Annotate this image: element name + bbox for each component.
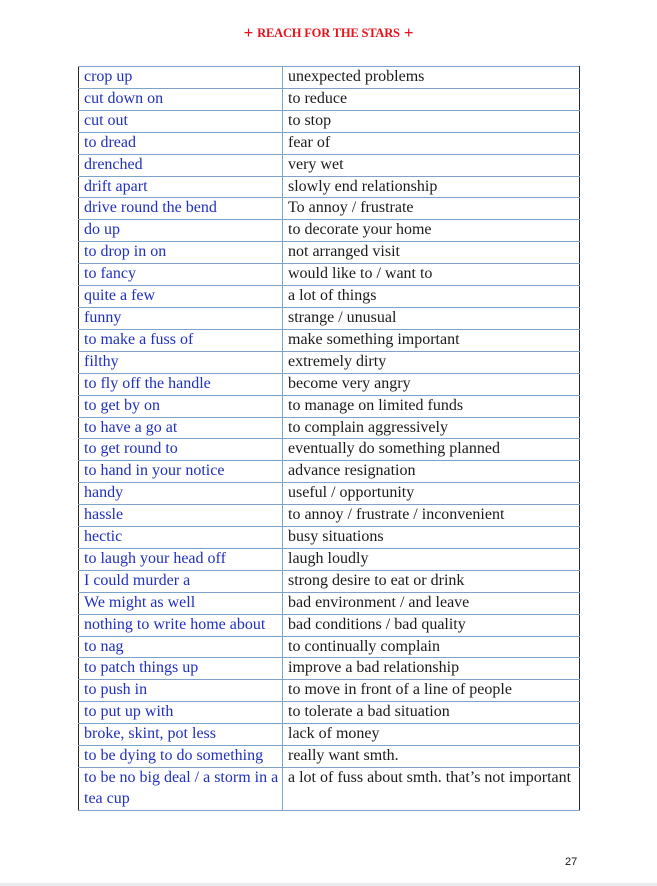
- term-cell: to drop in on: [79, 242, 283, 264]
- table-row: [79, 505, 580, 527]
- term-cell: to dread: [79, 132, 283, 154]
- definition-cell: strong desire to eat or drink: [283, 570, 580, 592]
- term-cell: crop up: [79, 67, 283, 89]
- definition-cell: to move in front of a line of people: [283, 680, 580, 702]
- definition-cell: to decorate your home: [283, 220, 580, 242]
- definition-cell: make something important: [283, 329, 580, 351]
- term-cell: to push in: [79, 680, 283, 702]
- table-row: [79, 264, 580, 286]
- definition-cell: lack of money: [283, 724, 580, 746]
- table-row: [79, 220, 580, 242]
- definition-cell: extremely dirty: [283, 351, 580, 373]
- term-cell: to fancy: [79, 264, 283, 286]
- definition-cell: strange / unusual: [283, 307, 580, 329]
- definition-cell: advance resignation: [283, 461, 580, 483]
- table-row: [79, 768, 580, 811]
- table-row: [79, 548, 580, 570]
- definition-cell: a lot of things: [283, 286, 580, 308]
- header-title: REACH FOR THE STARS: [257, 26, 400, 40]
- definition-cell: to annoy / frustrate / inconvenient: [283, 505, 580, 527]
- table-row: [79, 110, 580, 132]
- table-row: [79, 527, 580, 549]
- term-cell: filthy: [79, 351, 283, 373]
- table-row: [79, 329, 580, 351]
- table-row: [79, 439, 580, 461]
- definition-cell: to stop: [283, 110, 580, 132]
- table-row: [79, 461, 580, 483]
- table-row: [79, 351, 580, 373]
- table-row: [79, 658, 580, 680]
- term-cell: to make a fuss of: [79, 329, 283, 351]
- term-cell: hectic: [79, 527, 283, 549]
- definition-cell: a lot of fuss about smth. that’s not important: [283, 768, 580, 811]
- table-row: [79, 132, 580, 154]
- definition-cell: to continually complain: [283, 636, 580, 658]
- definition-cell: bad conditions / bad quality: [283, 614, 580, 636]
- table-row: [79, 88, 580, 110]
- term-cell: cut down on: [79, 88, 283, 110]
- term-cell: to laugh your head off: [79, 548, 283, 570]
- term-cell: hassle: [79, 505, 283, 527]
- definition-cell: fear of: [283, 132, 580, 154]
- term-cell: to fly off the handle: [79, 373, 283, 395]
- definition-cell: eventually do something planned: [283, 439, 580, 461]
- definition-cell: unexpected problems: [283, 67, 580, 89]
- term-cell: to be no big deal / a storm in a tea cup: [79, 768, 283, 811]
- table-row: [79, 417, 580, 439]
- table-row: [79, 286, 580, 308]
- table-row: [79, 67, 580, 89]
- table-row: [79, 702, 580, 724]
- definition-cell: busy situations: [283, 527, 580, 549]
- definition-cell: become very angry: [283, 373, 580, 395]
- term-cell: to put up with: [79, 702, 283, 724]
- vocabulary-table-body: [79, 67, 580, 811]
- definition-cell: to complain aggressively: [283, 417, 580, 439]
- term-cell: to patch things up: [79, 658, 283, 680]
- table-row: [79, 570, 580, 592]
- term-cell: do up: [79, 220, 283, 242]
- table-row: [79, 373, 580, 395]
- table-row: [79, 680, 580, 702]
- table-row: [79, 198, 580, 220]
- table-row: [79, 395, 580, 417]
- term-cell: We might as well: [79, 592, 283, 614]
- vocabulary-table: [78, 66, 580, 811]
- definition-cell: really want smth.: [283, 746, 580, 768]
- term-cell: funny: [79, 307, 283, 329]
- table-row: [79, 483, 580, 505]
- table-row: [79, 636, 580, 658]
- table-row: [79, 614, 580, 636]
- definition-cell: To annoy / frustrate: [283, 198, 580, 220]
- page-number: 27: [565, 856, 578, 868]
- definition-cell: laugh loudly: [283, 548, 580, 570]
- term-cell: to be dying to do something: [79, 746, 283, 768]
- table-row: [79, 746, 580, 768]
- table-row: [79, 154, 580, 176]
- definition-cell: to tolerate a bad situation: [283, 702, 580, 724]
- definition-cell: useful / opportunity: [283, 483, 580, 505]
- term-cell: to get round to: [79, 439, 283, 461]
- definition-cell: very wet: [283, 154, 580, 176]
- red-cross-right-icon: +: [403, 23, 414, 42]
- term-cell: to have a go at: [79, 417, 283, 439]
- term-cell: I could murder a: [79, 570, 283, 592]
- term-cell: drenched: [79, 154, 283, 176]
- term-cell: handy: [79, 483, 283, 505]
- term-cell: cut out: [79, 110, 283, 132]
- term-cell: to get by on: [79, 395, 283, 417]
- term-cell: to hand in your notice: [79, 461, 283, 483]
- term-cell: drift apart: [79, 176, 283, 198]
- term-cell: quite a few: [79, 286, 283, 308]
- term-cell: drive round the bend: [79, 198, 283, 220]
- table-row: [79, 307, 580, 329]
- term-cell: to nag: [79, 636, 283, 658]
- table-row: [79, 242, 580, 264]
- definition-cell: bad environment / and leave: [283, 592, 580, 614]
- term-cell: nothing to write home about: [79, 614, 283, 636]
- red-cross-left-icon: +: [243, 23, 254, 42]
- definition-cell: slowly end relationship: [283, 176, 580, 198]
- page-header: [0, 22, 657, 42]
- definition-cell: to manage on limited funds: [283, 395, 580, 417]
- table-row: [79, 724, 580, 746]
- term-cell: broke, skint, pot less: [79, 724, 283, 746]
- definition-cell: not arranged visit: [283, 242, 580, 264]
- definition-cell: to reduce: [283, 88, 580, 110]
- table-row: [79, 592, 580, 614]
- definition-cell: would like to / want to: [283, 264, 580, 286]
- table-row: [79, 176, 580, 198]
- definition-cell: improve a bad relationship: [283, 658, 580, 680]
